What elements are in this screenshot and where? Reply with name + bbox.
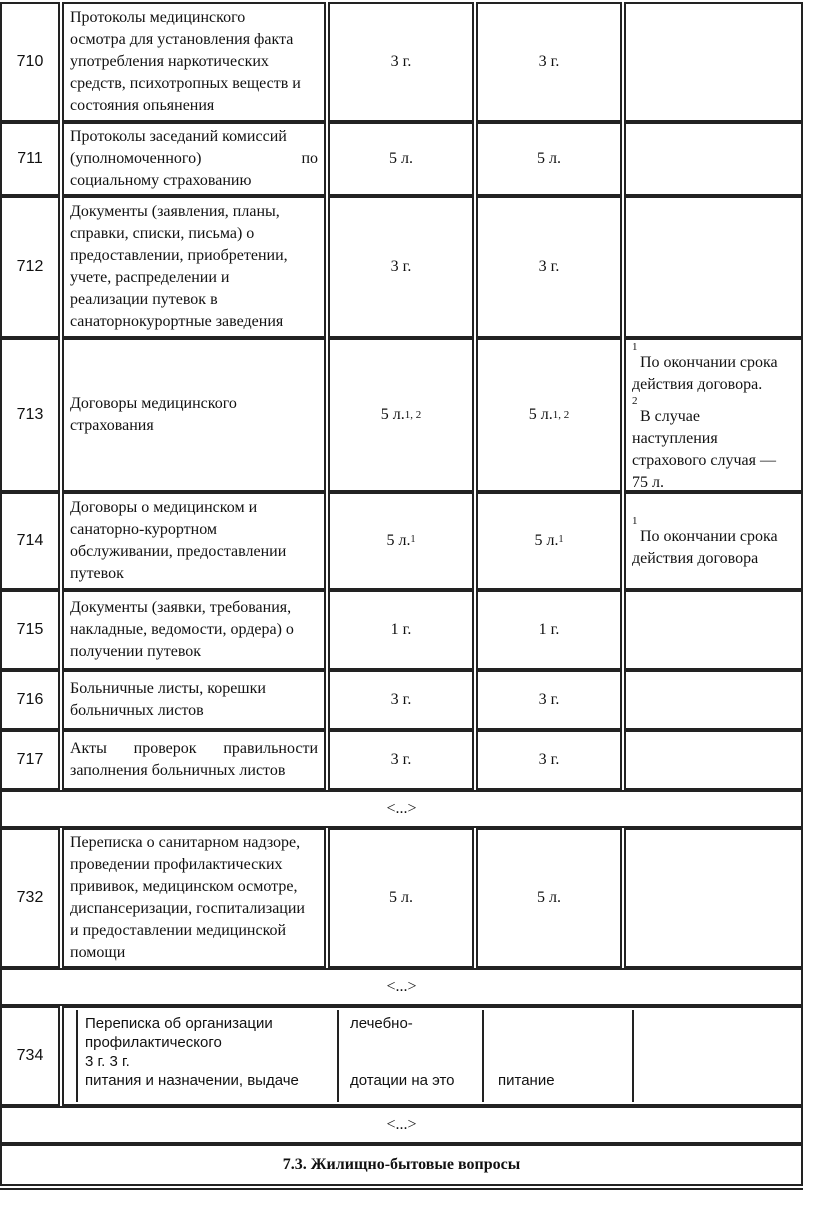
document-type: Больничные листы, корешки больничных листов (62, 670, 326, 730)
column-divider (337, 1010, 339, 1102)
retention-period-a: 5 л. $^1$ (328, 492, 474, 590)
row-number: 710 (0, 2, 60, 122)
document-type: Протоколы медицинского осмотра для установления факта употребления наркотических средств, психотропных веществ и состояния опьянения (62, 2, 326, 122)
omission-marker: <...> (0, 790, 803, 828)
document-type: Договоры медицинского страхования (62, 338, 326, 492)
retention-period-b: 3 г. (476, 196, 622, 338)
column-text: питание (498, 1072, 555, 1089)
document-type: Протоколы заседаний комиссий (уполномоченного) по социальному страхованию (62, 122, 326, 196)
row-number: 712 (0, 196, 60, 338)
row-number: 717 (0, 730, 60, 790)
document-type: Документы (заявки, требования, накладные, ведомости, ордера) о получении путевок (62, 590, 326, 670)
row-number: 716 (0, 670, 60, 730)
table-row (0, 196, 803, 338)
retention-period-a: 3 г. (328, 196, 474, 338)
omission-marker: <...> (0, 1106, 803, 1144)
footnote-marker: 1 (632, 515, 638, 527)
retention-period-a: 3 г. (328, 730, 474, 790)
document-type: Переписка об организации профилактического 3 г. 3 г. питания и назначении, выдаче (85, 1015, 299, 1089)
table-row (0, 122, 803, 196)
note-cell (624, 2, 803, 122)
note-cell (624, 196, 803, 338)
document-type: Документы (заявления, планы, справки, списки, письма) о предоставлении, приобретении, учете, распределении и реализации путевок в санаторнокурортные заведения (62, 196, 326, 338)
column-text: дотации на это (350, 1072, 455, 1089)
table-row (0, 590, 803, 670)
table-row (0, 1006, 803, 1106)
section-heading-row (0, 1144, 803, 1186)
note-cell (624, 828, 803, 968)
retention-period-b: 3 г. (476, 670, 622, 730)
row-number: 714 (0, 492, 60, 590)
table-row (0, 828, 803, 968)
document-type: Договоры о медицинском и санаторно-курортном обслуживании, предоставлении путевок (62, 492, 326, 590)
retention-period-b: 5 л. $^1$ (476, 492, 622, 590)
column-divider (632, 1010, 634, 1102)
omission-row (0, 1106, 803, 1144)
table-row (0, 730, 803, 790)
note-cell: 1 По окончании срока действия договора. 2 В случае наступления страхового случая — 75 л. (624, 338, 803, 492)
row-number: 734 (0, 1006, 60, 1106)
row-number: 713 (0, 338, 60, 492)
table-row (0, 670, 803, 730)
row-number: 715 (0, 590, 60, 670)
retention-period-a: 5 л. (328, 122, 474, 196)
row-number: 711 (0, 122, 60, 196)
footnote-marker: 2 (632, 395, 638, 407)
omission-row (0, 790, 803, 828)
retention-period-a: 3 г. (328, 670, 474, 730)
table-row (0, 492, 803, 590)
omission-marker: <...> (0, 968, 803, 1006)
retention-period-b: 5 л. (476, 828, 622, 968)
retention-period-a: 3 г. (328, 2, 474, 122)
retention-period-b: 5 л. (476, 122, 622, 196)
note-cell (624, 122, 803, 196)
retention-period-a: 5 л. 1, 2 (328, 338, 474, 492)
retention-period-b: 5 л. 1, 2 (476, 338, 622, 492)
column-divider (76, 1010, 78, 1102)
retention-period-b: 1 г. (476, 590, 622, 670)
retention-period-b: 3 г. (476, 730, 622, 790)
section-heading: 7.3. Жилищно-бытовые вопросы (0, 1144, 803, 1186)
column-divider (482, 1010, 484, 1102)
note-cell (624, 590, 803, 670)
document-type: Переписка о санитарном надзоре, проведении профилактических прививок, медицинском осмотре, диспансеризации, госпитализации и предоставлении медицинской помощи (62, 828, 326, 968)
table-row (0, 338, 803, 492)
bottom-rule (0, 1188, 803, 1190)
note-cell (624, 730, 803, 790)
retention-period-b: 3 г. (476, 2, 622, 122)
footnote-marker: 1 (632, 341, 638, 353)
table-row (0, 2, 803, 122)
row-number: 732 (0, 828, 60, 968)
column-text: лечебно- (350, 1015, 413, 1032)
note-cell: 1 По окончании срока действия договора (624, 492, 803, 590)
document-type: Акты проверок правильности заполнения больничных листов (62, 730, 326, 790)
omission-row (0, 968, 803, 1006)
note-cell (624, 670, 803, 730)
retention-period-a: 1 г. (328, 590, 474, 670)
retention-period-a: 5 л. (328, 828, 474, 968)
